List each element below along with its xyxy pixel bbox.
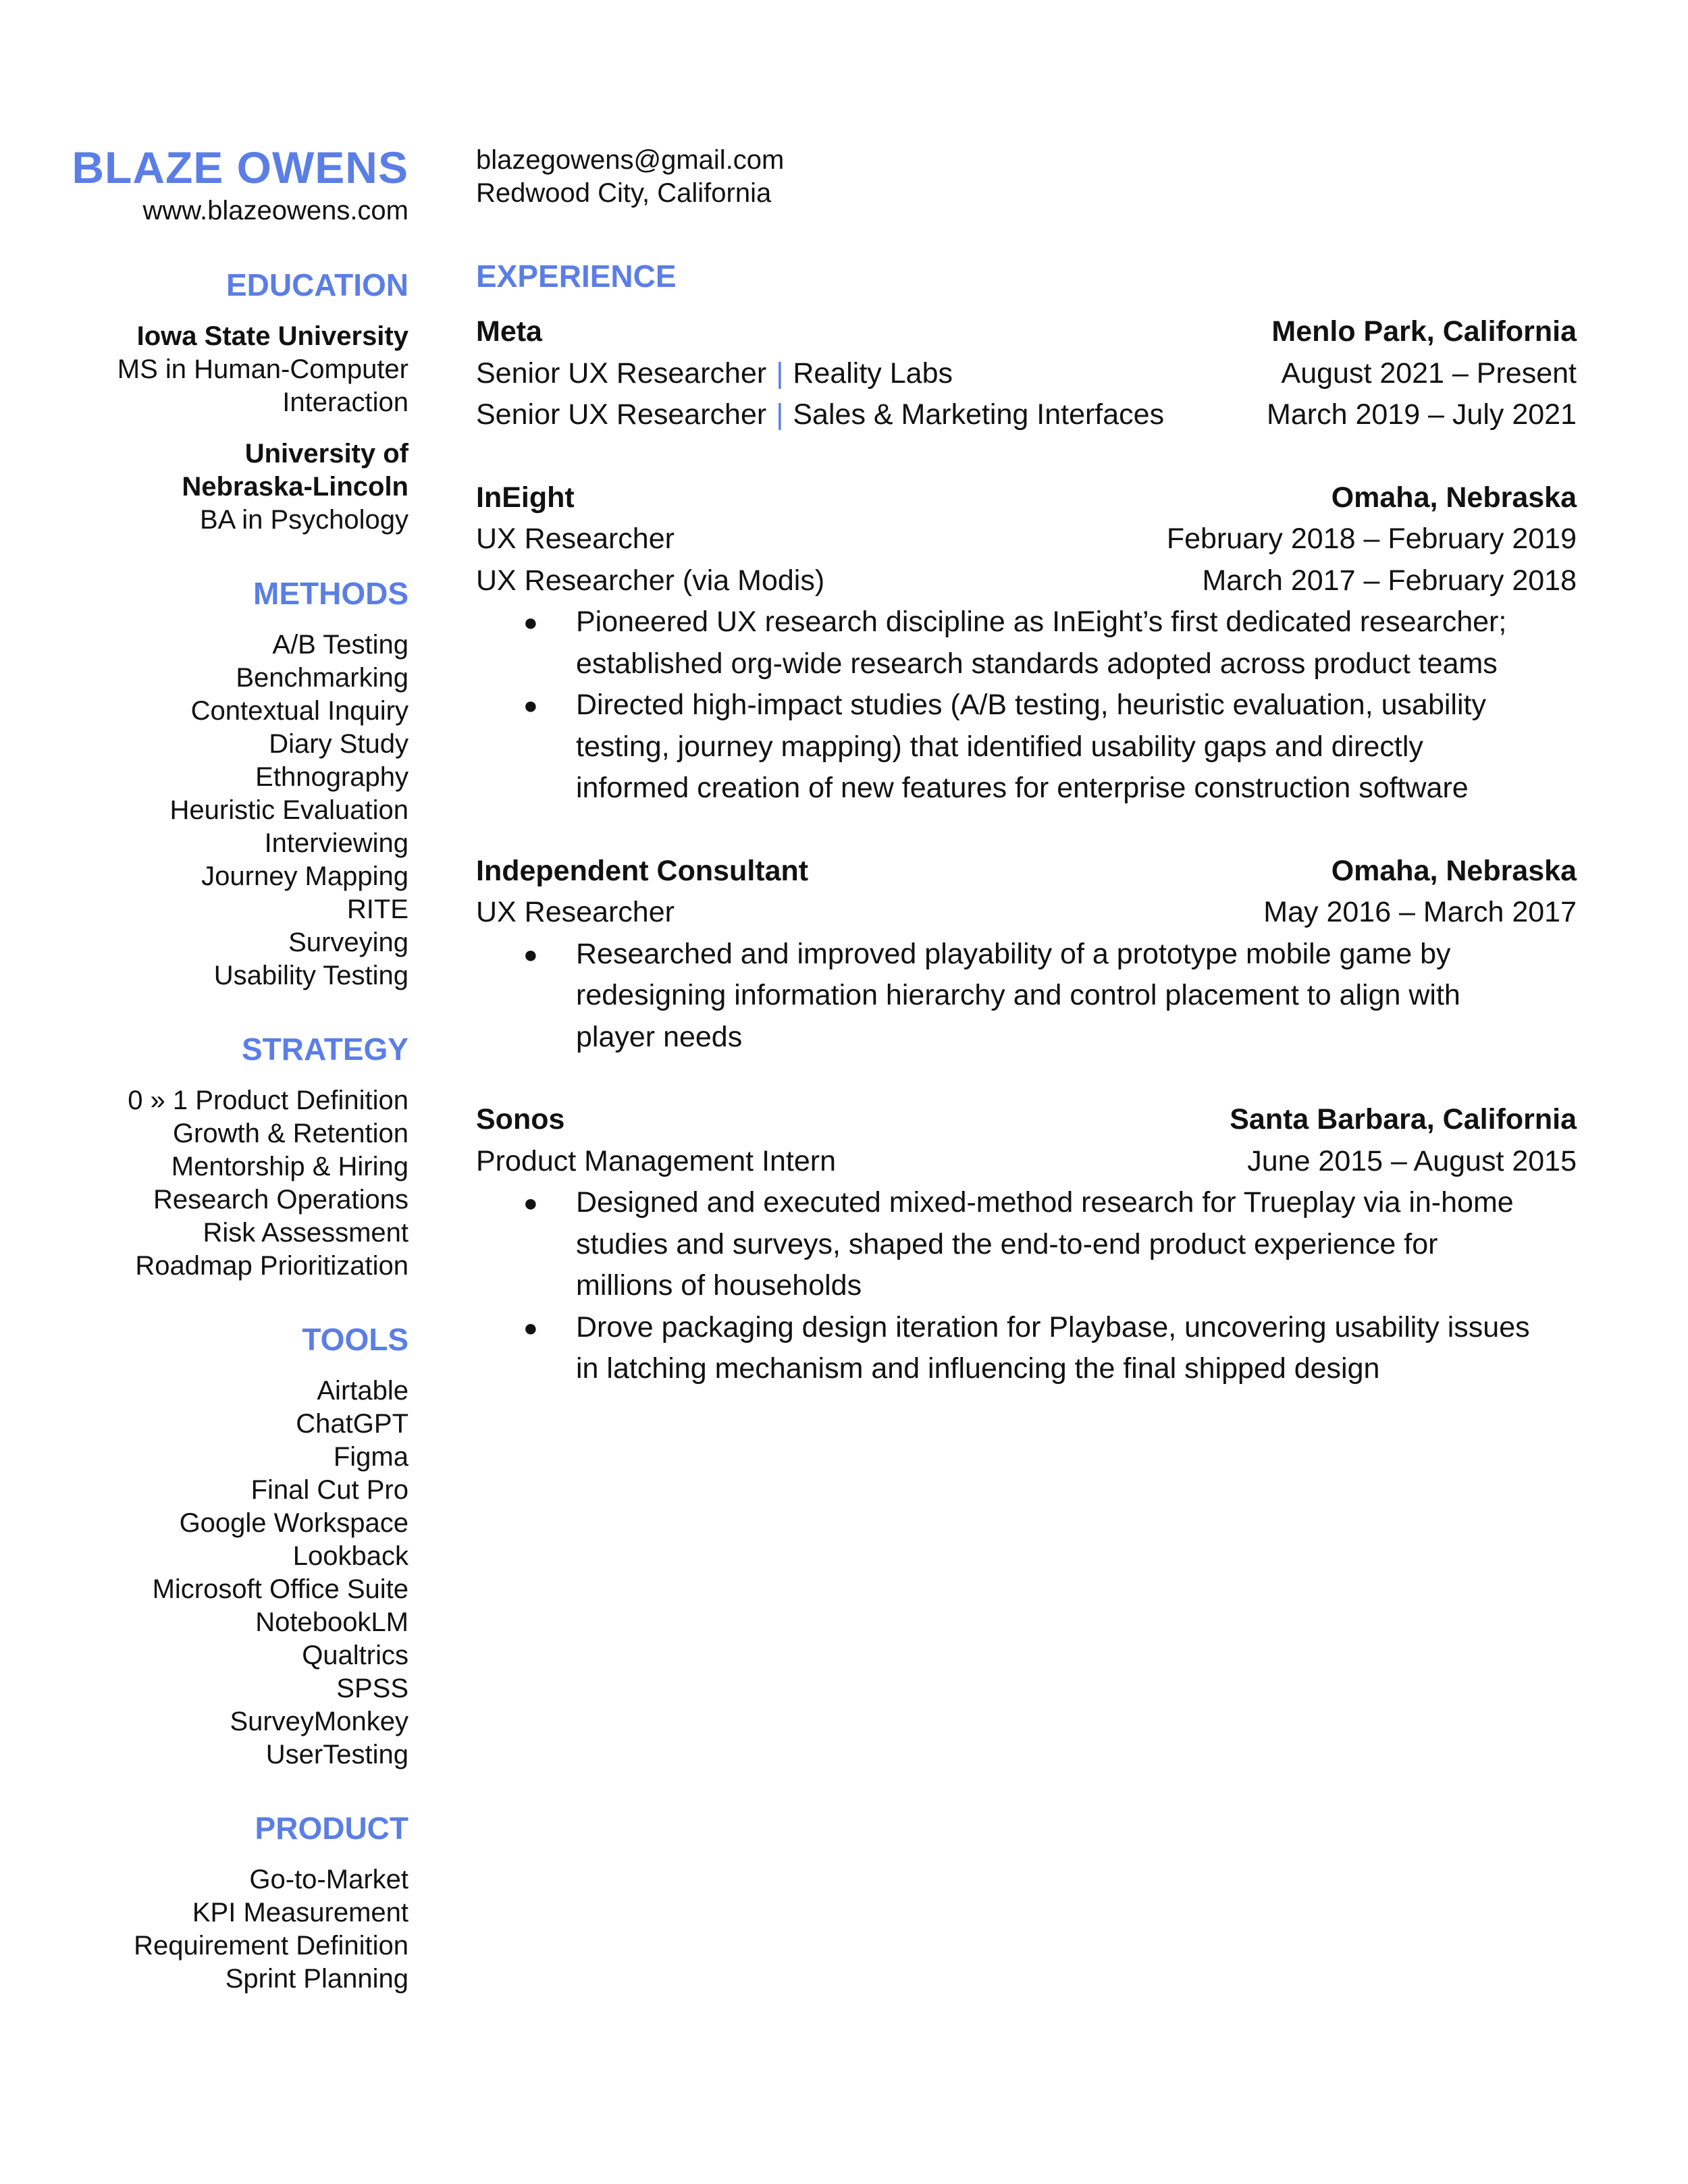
bullet-marker: ●	[523, 940, 538, 968]
bullet-item	[476, 1182, 1577, 1307]
education-entry	[68, 437, 408, 537]
bullet-line: Designed and executed mixed-method research for Trueplay via in-home	[576, 1186, 1514, 1219]
bullet-line: Directed high-impact studies (A/B testing, heuristic evaluation, usability	[576, 689, 1486, 721]
role-title: Senior UX Researcher	[476, 356, 767, 390]
bullet-marker: ●	[523, 1189, 538, 1217]
bullet-line: Pioneered UX research discipline as InEight’s first dedicated researcher;	[576, 606, 1507, 638]
experience-list	[476, 311, 1577, 1390]
strategy-item: Growth & Retention	[172, 1119, 408, 1148]
methods-item: Contextual Inquiry	[190, 696, 408, 726]
school-name: University of	[244, 439, 408, 469]
role-dates: March 2019 – July 2021	[1267, 398, 1577, 431]
role-title-group	[476, 518, 675, 560]
job-entry	[476, 477, 1577, 809]
job-location: Omaha, Nebraska	[1331, 481, 1577, 514]
education-section	[68, 266, 408, 537]
bullet-line: Drove packaging design iteration for Playbase, uncovering usability issues	[576, 1310, 1530, 1343]
location-text: Redwood City, California	[476, 178, 772, 208]
bullet-line: established org-wide research standards adopted across product teams	[576, 647, 1498, 680]
tools-item: NotebookLM	[255, 1607, 408, 1637]
bullet-line: studies and surveys, shaped the end-to-end product experience for	[576, 1227, 1438, 1260]
education-entry	[68, 320, 408, 419]
bullet-line: player needs	[576, 1020, 743, 1053]
tools-item: Qualtrics	[302, 1641, 408, 1670]
role-row	[476, 353, 1577, 395]
product-item: KPI Measurement	[192, 1898, 408, 1927]
degree: Interaction	[282, 388, 408, 417]
role-dates: June 2015 – August 2015	[1247, 1144, 1577, 1177]
bullet-item	[476, 934, 1577, 1059]
methods-item: Benchmarking	[236, 663, 408, 693]
role-row	[476, 560, 1577, 602]
job-entry	[476, 851, 1577, 1059]
role-title: UX Researcher (via Modis)	[476, 564, 825, 597]
strategy-item: Roadmap Prioritization	[135, 1251, 408, 1281]
tools-item: Google Workspace	[179, 1508, 408, 1538]
role-dates: February 2018 – February 2019	[1166, 523, 1577, 555]
bullet-item	[476, 685, 1577, 809]
role-title: UX Researcher	[476, 896, 675, 928]
role-title-group	[476, 353, 953, 395]
company-name: Independent Consultant	[476, 854, 809, 887]
methods-list	[68, 629, 408, 992]
job-location: Omaha, Nebraska	[1331, 854, 1577, 887]
methods-item: RITE	[346, 895, 408, 924]
methods-item: Interviewing	[264, 828, 408, 858]
role-title: Product Management Intern	[476, 1144, 837, 1177]
left-column	[68, 142, 408, 1996]
strategy-item: Risk Assessment	[203, 1218, 408, 1248]
role-row	[476, 1141, 1577, 1183]
degree: BA in Psychology	[199, 505, 408, 535]
methods-item: A/B Testing	[272, 630, 408, 660]
company-name: InEight	[476, 481, 575, 514]
job-entry	[476, 311, 1577, 436]
product-section	[68, 1809, 408, 1996]
product-item: Sprint Planning	[225, 1964, 408, 1994]
role-row	[476, 892, 1577, 934]
bullet-item	[476, 602, 1577, 685]
bullet-line: Researched and improved playability of a prototype mobile game by	[576, 937, 1451, 970]
bullet-list	[476, 934, 1577, 1059]
tools-item: UserTesting	[265, 1740, 408, 1769]
product-item: Requirement Definition	[134, 1931, 408, 1961]
tools-item: ChatGPT	[296, 1409, 408, 1439]
methods-section	[68, 575, 408, 992]
school-name: Nebraska-Lincoln	[182, 472, 408, 502]
tools-item: Final Cut Pro	[250, 1475, 408, 1505]
job-header	[476, 311, 1577, 353]
strategy-item: Research Operations	[153, 1185, 408, 1215]
bullet-list	[476, 602, 1577, 809]
degree: MS in Human-Computer	[117, 354, 408, 384]
bullet-line: in latching mechanism and influencing the final shipped design	[576, 1352, 1380, 1385]
role-row	[476, 394, 1577, 436]
experience-heading: EXPERIENCE	[476, 259, 677, 294]
methods-item: Journey Mapping	[201, 861, 408, 891]
tools-item: SurveyMonkey	[230, 1707, 408, 1736]
job-header	[476, 1099, 1577, 1141]
tools-list	[68, 1375, 408, 1772]
role-dates: May 2016 – March 2017	[1263, 896, 1577, 928]
methods-item: Heuristic Evaluation	[169, 795, 408, 825]
bullet-line: testing, journey mapping) that identified usability gaps and directly	[576, 730, 1423, 763]
methods-item: Diary Study	[269, 729, 408, 759]
bullet-item	[476, 1307, 1577, 1390]
methods-item: Usability Testing	[213, 961, 408, 990]
job-entry	[476, 1099, 1577, 1390]
company-name: Sonos	[476, 1103, 565, 1136]
strategy-item: 0 » 1 Product Definition	[128, 1086, 408, 1115]
role-title: Senior UX Researcher	[476, 398, 767, 431]
bullet-line: redesigning information hierarchy and control placement to align with	[576, 979, 1460, 1011]
bullet-list	[476, 1182, 1577, 1390]
role-row	[476, 518, 1577, 560]
education-heading: EDUCATION	[226, 267, 408, 302]
strategy-heading: STRATEGY	[241, 1032, 408, 1067]
company-name: Meta	[476, 315, 542, 348]
tools-section	[68, 1321, 408, 1772]
role-dates: March 2017 – February 2018	[1202, 564, 1577, 597]
bullet-marker: ●	[523, 608, 538, 636]
strategy-list	[68, 1084, 408, 1283]
bullet-marker: ●	[523, 691, 538, 719]
tools-item: Figma	[333, 1442, 408, 1472]
role-team: Sales & Marketing Interfaces	[793, 398, 1165, 431]
bullet-line: millions of households	[576, 1269, 862, 1302]
candidate-name: BLAZE OWENS	[72, 142, 408, 192]
tools-item: Microsoft Office Suite	[152, 1574, 408, 1604]
methods-item: Ethnography	[255, 762, 408, 792]
website-link[interactable]: www.blazeowens.com	[142, 196, 408, 225]
role-title: UX Researcher	[476, 523, 675, 555]
bullet-marker: ●	[523, 1313, 538, 1341]
role-title-group	[476, 560, 824, 602]
role-title-group	[476, 1141, 836, 1183]
job-location: Santa Barbara, California	[1230, 1103, 1577, 1136]
tools-item: Airtable	[317, 1376, 408, 1406]
methods-item: Surveying	[288, 928, 408, 957]
product-list	[68, 1863, 408, 1996]
bullet-line: informed creation of new features for enterprise construction software	[576, 772, 1469, 804]
job-header	[476, 851, 1577, 893]
role-separator: |	[776, 356, 784, 390]
tools-item: SPSS	[336, 1674, 408, 1703]
role-separator: |	[776, 398, 784, 431]
role-title-group	[476, 394, 1164, 436]
role-title-group	[476, 892, 675, 934]
role-team: Reality Labs	[793, 356, 953, 390]
methods-heading: METHODS	[253, 576, 408, 611]
tools-item: Lookback	[292, 1541, 408, 1571]
product-heading: PRODUCT	[255, 1811, 408, 1846]
email-link[interactable]: blazegowens@gmail.com	[476, 145, 785, 175]
school-name: Iowa State University	[136, 321, 408, 351]
product-item: Go-to-Market	[249, 1865, 408, 1894]
job-location: Menlo Park, California	[1271, 315, 1577, 348]
tools-heading: TOOLS	[302, 1322, 408, 1357]
job-header	[476, 477, 1577, 519]
strategy-section	[68, 1030, 408, 1283]
role-dates: August 2021 – Present	[1281, 356, 1577, 390]
strategy-item: Mentorship & Hiring	[171, 1152, 408, 1181]
right-column	[476, 144, 1577, 1431]
